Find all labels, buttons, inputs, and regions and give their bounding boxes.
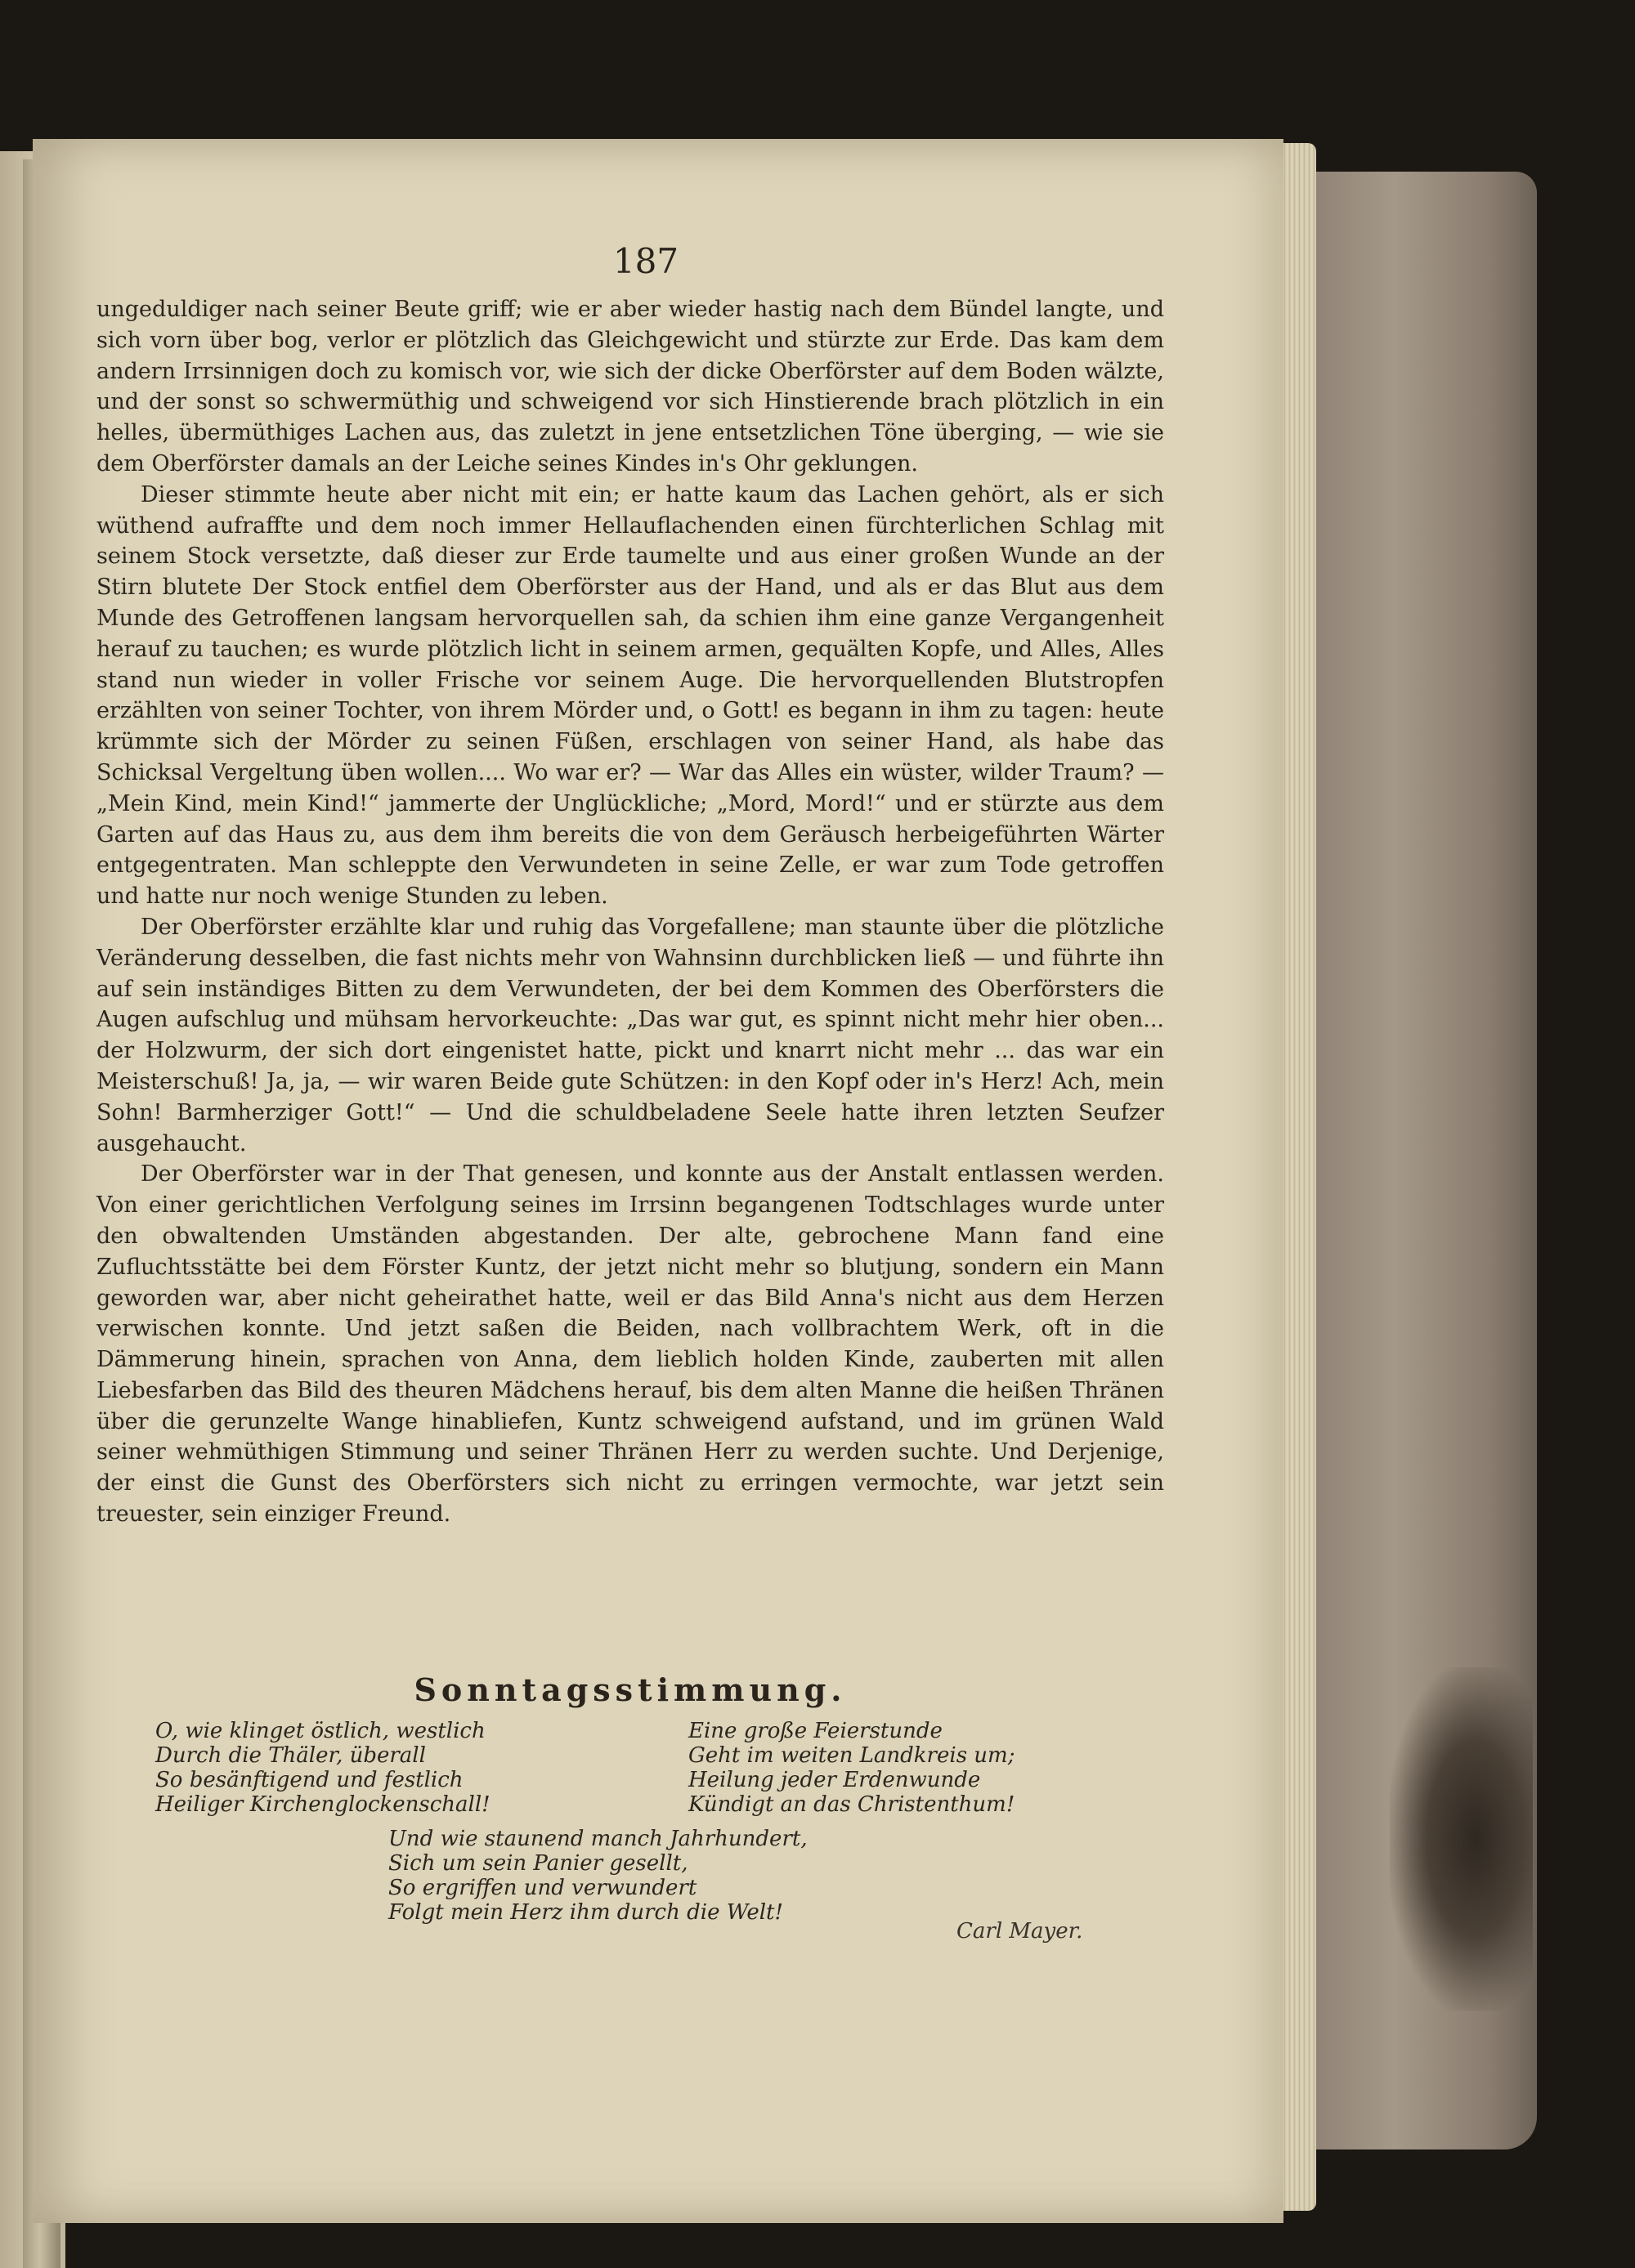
poem-line: Und wie staunend manch Jahrhundert, [388, 1827, 808, 1851]
poem-stanza-2 [688, 1719, 1015, 1817]
cover-stain [1390, 1667, 1533, 2011]
poem-line: Durch die Thäler, überall [155, 1743, 426, 1768]
poem-line: So besänftigend und festlich [155, 1768, 464, 1792]
poem-line: Eine große Feierstunde [688, 1719, 943, 1743]
paragraph: ungeduldiger nach seiner Beute griff; wie er aber wieder hastig nach dem Bündel langte, und sich vorn über bog, verlor er plötzlich das Gleichgewicht und stürzte zur Erde. Das kam dem andern Irrsinnigen doch zu komisch vor, wie sich der dicke Oberförster auf dem Boden wälzte, und der sonst so schwermüthig und schweigend vor sich Hinstierende brach plötzlich in ein helles, übermüthiges Lachen aus, das zuletzt in jene entsetzlichen Töne überging, — wie sie dem Oberförster damals an der Leiche seines Kindes in's Ohr geklungen. [96, 297, 1164, 476]
poem-line: Heilung jeder Erdenwunde [688, 1768, 981, 1792]
poem-line: Sich um sein Panier gesellt, [388, 1851, 688, 1876]
paragraph: Der Oberförster war in der That genesen, und konnte aus der Anstalt entlassen werden. Von einer gerichtlichen Verfolgung seines im Irrsinn begangenen Todtschlages wurde unter den obwaltenden Umständen abgestanden. Der alte, gebrochene Mann fand eine Zufluchtsstätte bei dem Förster Kuntz, der jetzt nicht mehr so blutjung, sondern ein Mann geworden war, aber nicht geheirathet hatte, weil er das Bild Anna's nicht aus dem Herzen verwischen konnte. Und jetzt saßen die Beiden, nach vollbrachtem Werk, oft in die Dämmerung hinein, sprachen von Anna, dem lieblich holden Kinde, zauberten mit allen Liebesfarben das Bild des theuren Mädchens herauf, bis dem alten Manne die heißen Thränen über die gerunzelte Wange hinabliefen, Kuntz schweigend aufstand, und im grünen Wald seiner wehmüthigen Stimmung und seiner Thränen Herr zu werden suchte. Und Derjenige, der einst die Gunst des Oberförsters sich nicht zu erringen vermochte, war jetzt sein treuester, sein einziger Freund. [96, 1161, 1164, 1528]
poem-stanza-3 [388, 1827, 808, 1925]
paragraph: Dieser stimmte heute aber nicht mit ein; er hatte kaum das Lachen gehört, als er sich wüthend aufraffte und dem noch immer Hellauflachenden einen fürchterlichen Schlag mit seinem Stock versetzte, daß dieser zur Erde taumelte und aus einer großen Wunde an der Stirn blutete Der Stock entfiel dem Oberförster aus der Hand, und als er das Blut aus dem Munde des Getroffenen langsam hervorquellen sah, da schien ihm eine ganze Vergangenheit herauf zu tauchen; es wurde plötzlich licht in seinem armen, gequälten Kopfe, und Alles, Alles stand nun wieder in voller Frische vor seinem Auge. Die hervorquellenden Blutstropfen erzählten von seiner Tochter, von ihrem Mörder und, o Gott! es begann in ihm zu tagen: heute krümmte sich der Mörder zu seinen Füßen, erschlagen von seiner Hand, als habe das Schicksal Vergeltung üben wollen.... Wo war er? — War das Alles ein wüster, wilder Traum? — „Mein Kind, mein Kind!“ jammerte der Unglückliche; „Mord, Mord!“ und er stürzte aus dem Garten auf das Haus zu, aus dem ihm bereits die von dem Geräusch herbeigeführten Wärter entgegentraten. Man schleppte den Verwundeten in seine Zelle, er war zum Tode getroffen und hatte nur noch wenige Stunden zu leben. [96, 481, 1164, 910]
page-number: 187 [612, 241, 679, 281]
body-text [96, 294, 1164, 1530]
poem-line: Kündigt an das Christenthum! [688, 1792, 1015, 1817]
poem-author: Carl Mayer. [956, 1919, 1083, 1944]
poem-line: So ergriffen und verwundert [388, 1876, 697, 1900]
poem-line: Folgt mein Herz ihm durch die Welt! [388, 1900, 783, 1925]
poem-line: Heiliger Kirchenglockenschall! [155, 1792, 490, 1817]
poem-line: O, wie klinget östlich, westlich [155, 1719, 486, 1743]
poem-title: Sonntagsstimmung. [414, 1671, 847, 1708]
paragraph: Der Oberförster erzählte klar und ruhig das Vorgefallene; man staunte über die plötzliche Veränderung desselben, die fast nichts mehr von Wahnsinn durchblicken ließ — und führte ihn auf sein inständiges Bitten zu dem Verwundeten, der bei dem Kommen des Oberförsters die Augen aufschlug und mühsam hervorkeuchte: „Das war gut, es spinnt nicht mehr hier oben... der Holzwurm, der sich dort eingenistet hatte, pickt und knarrt nicht mehr ... das war ein Meisterschuß! Ja, ja, — wir waren Beide gute Schützen: in den Kopf oder in's Herz! Ach, mein Sohn! Barmherziger Gott!“ — Und die schuldbeladene Seele hatte ihren letzten Seufzer ausgehaucht. [96, 914, 1164, 1156]
poem-stanza-1 [155, 1719, 490, 1817]
poem-line: Geht im weiten Landkreis um; [688, 1743, 1015, 1768]
